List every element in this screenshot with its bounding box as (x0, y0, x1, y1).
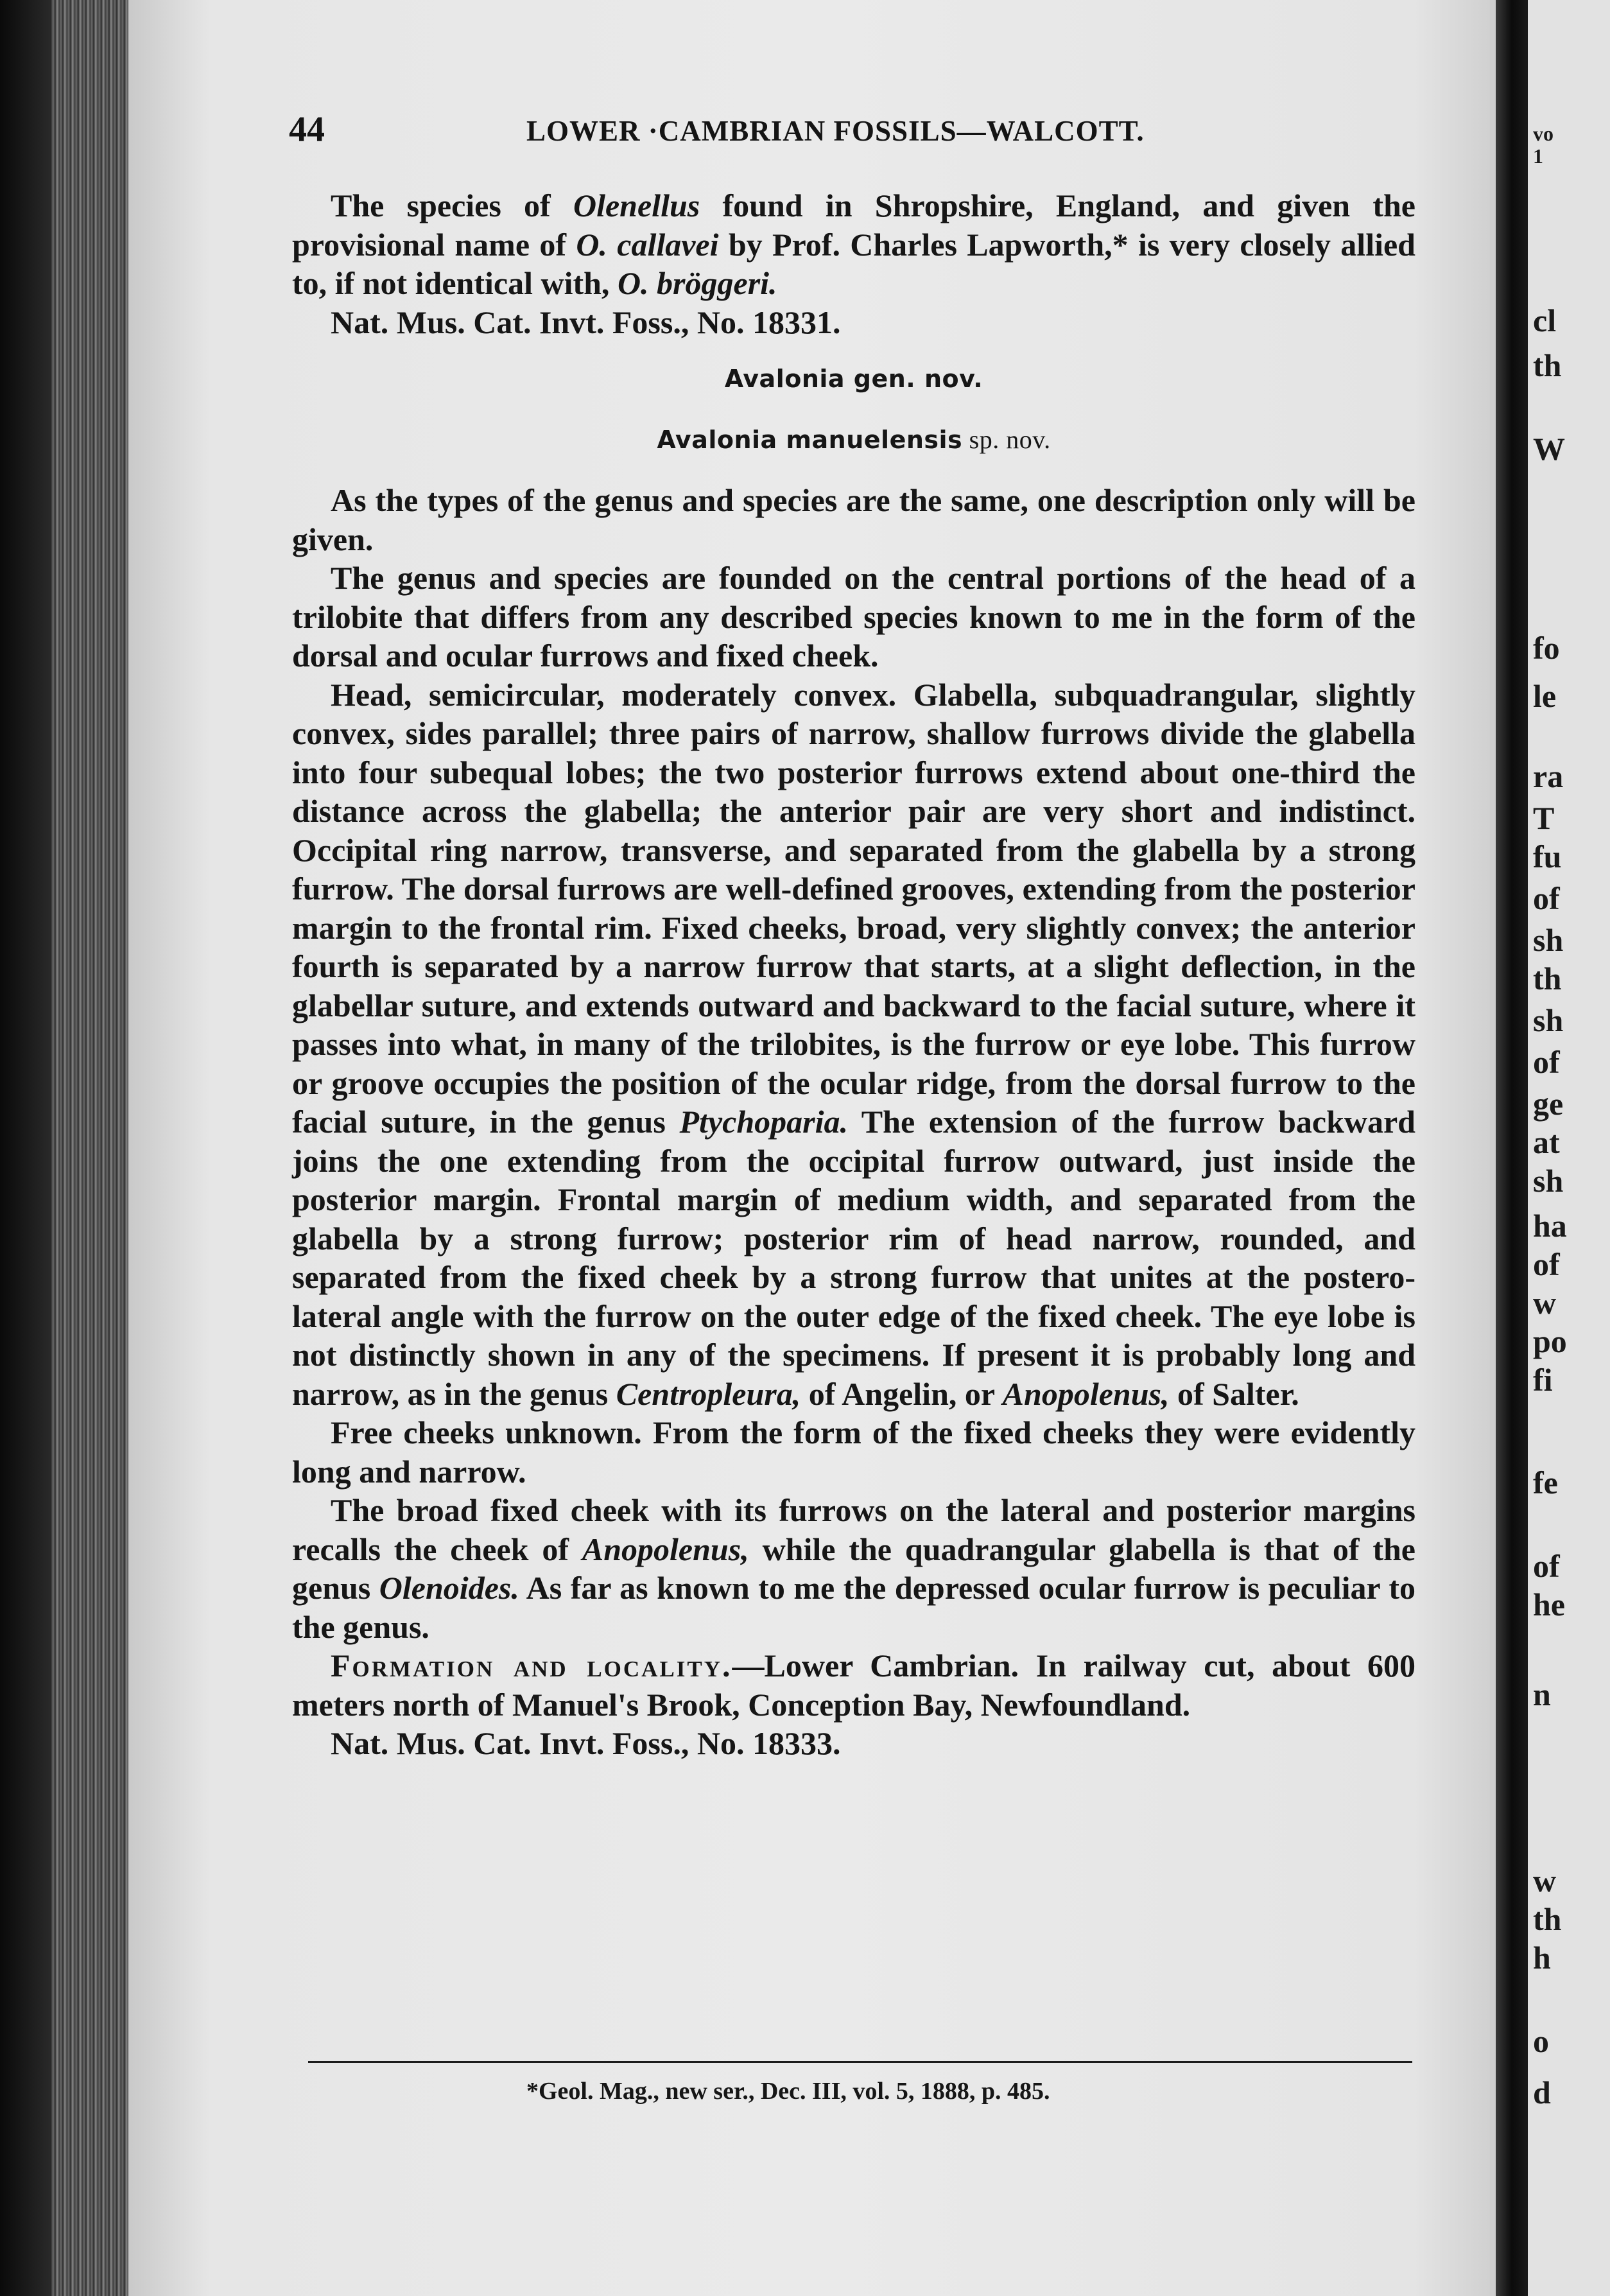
paragraph-olenellus: The species of Olenellus found in Shropshire, England, and given the provisional name of O. callavei by Prof. Charles Lapworth,* is very closely allied to, if not identical with, O. bröggeri. (292, 187, 1415, 301)
adjacent-page-fragment: le (1533, 678, 1557, 714)
formation-label: Formation and locality. (331, 1648, 732, 1683)
adjacent-page-fragment: fe (1533, 1465, 1558, 1500)
page-number: 44 (289, 110, 325, 150)
footnote-rule (308, 2061, 1412, 2063)
adjacent-page-fragment: ge (1533, 1086, 1564, 1122)
adjacent-page-fragment: sh (1533, 1002, 1564, 1038)
adjacent-page-fragment: w (1533, 1863, 1557, 1899)
page-edges (51, 0, 128, 2296)
adjacent-page-fragment: fo (1533, 630, 1560, 666)
adjacent-page-fragment: d (1533, 2074, 1551, 2110)
adjacent-page-fragment: T (1533, 800, 1555, 836)
running-title: LOWER ·CAMBRIAN FOSSILS—WALCOTT. (526, 115, 1145, 147)
adjacent-page-fragment: ra (1533, 758, 1564, 794)
adjacent-page-fragment: h (1533, 1940, 1551, 1976)
paragraph-fixed-cheek: The broad fixed cheek with its furrows on the lateral and posterior margins recalls the cheek of Anopolenus, while the quadrangular glabella is that of the genus Olenoides. As far as known to me the depressed ocular furrow is peculiar to the genus. (292, 1492, 1416, 1645)
adjacent-page-fragment: th (1533, 1901, 1562, 1937)
adjacent-page-fragment: cl (1533, 302, 1557, 338)
adjacent-page-fragment: w (1533, 1285, 1557, 1321)
paragraph-genus-founded: The genus and species are founded on the central portions of the head of a trilobite that differs from any described species known to me in the form of the dorsal and ocular furrows and fixed cheek. (292, 560, 1415, 674)
body-text (292, 186, 1415, 1763)
adjacent-page-fragment: po (1533, 1323, 1567, 1359)
adjacent-page-fragment: of (1533, 1246, 1560, 1282)
adjacent-page-fragment: th (1533, 961, 1562, 996)
adjacent-page-fragment: W (1533, 431, 1565, 467)
paragraph-head-description: Head, semicircular, moderately convex. Glabella, subquadrangular, slightly convex, sides parallel; three pairs of narrow, shallow furrows divide the glabella into four subequal lobes; the two posterior furrows extend about one-third the distance across the glabella; the anterior pair are very short and indistinct. Occipital ring narrow, transverse, and separated from the glabella by a strong furrow. The dorsal furrows are well-defined grooves, extending from the posterior margin to the frontal rim. Fixed cheeks, broad, very slightly convex; the anterior fourth is separated by a narrow furrow that starts, at a slight deflection, in the glabellar suture, and extends outward and backward to the facial suture, where it passes into what, in many of the trilobites, is the furrow or eye lobe. This furrow or groove occupies the position of the ocular ridge, from the dorsal furrow to the facial suture, in the genus Ptychoparia. The extension of the furrow backward joins the one extending from the occipital furrow outward, just inside the posterior margin. Frontal margin of medium width, and separated from the glabella by a strong furrow; posterior rim of head narrow, rounded, and separated from the fixed cheek by a strong furrow that unites at the postero-lateral angle with the furrow on the outer edge of the fixed cheek. The eye lobe is not distinctly shown in any of the specimens. If present it is probably long and narrow, as in the genus Centropleura, of Angelin, or Anopolenus, of Salter. (292, 676, 1415, 1412)
paragraph-formation-locality: Formation and locality.—Lower Cambrian. In railway cut, about 600 meters north of Manuel's Brook, Conception Bay, Newfoundland. (292, 1648, 1415, 1723)
adjacent-page-fragment: o (1533, 2023, 1549, 2059)
adjacent-page-fragment: ha (1533, 1208, 1567, 1244)
adjacent-page-fragment: of (1533, 1044, 1560, 1080)
page-header (289, 109, 1207, 154)
adjacent-page-fragment: fi (1533, 1362, 1553, 1398)
adjacent-page-fragment: he (1533, 1587, 1565, 1622)
adjacent-page-edge (1528, 0, 1610, 2296)
footnote: *Geol. Mag., new ser., Dec. III, vol. 5, 1888, p. 485. (526, 2078, 1050, 2105)
adjacent-page-fragment: th (1533, 347, 1562, 383)
catalog-number-1: Nat. Mus. Cat. Invt. Foss., No. 18331. (331, 304, 841, 340)
book-spine-shadow (0, 0, 51, 2296)
adjacent-page-fragment: fu (1533, 839, 1562, 874)
paragraph-free-cheeks: Free cheeks unknown. From the form of the fixed cheeks they were evidently long and narrow. (292, 1414, 1415, 1490)
adjacent-page-fragment: at (1533, 1124, 1560, 1160)
paragraph-description-note: As the types of the genus and species are the same, one description only will be given. (292, 482, 1415, 557)
genus-heading: Avalonia gen. nov. (724, 365, 983, 393)
adjacent-page-fragment: n (1533, 1676, 1551, 1712)
catalog-number-2: Nat. Mus. Cat. Invt. Foss., No. 18333. (331, 1725, 841, 1761)
adjacent-page-fragment: vo (1533, 122, 1554, 145)
adjacent-page-fragment: of (1533, 1548, 1560, 1584)
species-heading: Avalonia manuelensis sp. nov. (657, 424, 1051, 454)
adjacent-page-fragment: of (1533, 880, 1560, 916)
adjacent-page-fragment: 1 (1533, 144, 1543, 168)
adjacent-page-fragment: sh (1533, 1163, 1564, 1199)
adjacent-page-fragment: sh (1533, 922, 1564, 958)
gutter-shadow (1496, 0, 1528, 2296)
